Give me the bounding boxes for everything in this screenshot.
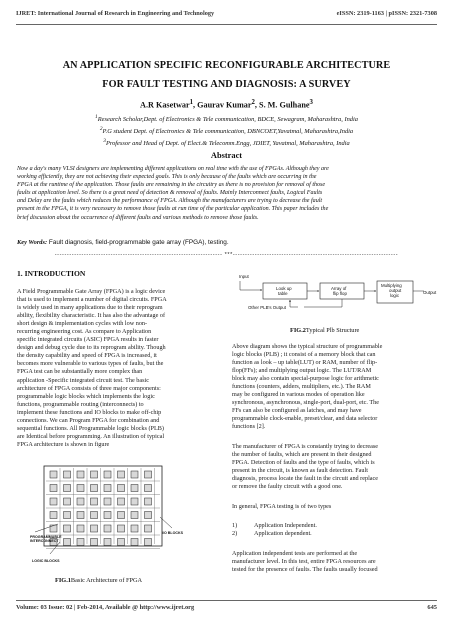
volume-info: Volume: 03 Issue: 02 | Feb-2014, Available @ http://www.ijret.org [16,604,195,611]
logic-block [64,485,71,492]
keywords [17,239,229,246]
text-line: or remove the faulty circuit with a good one. [232,483,343,491]
logic-block [77,485,84,492]
author-list: A.R Kasetwar$^1$, Gaurav Kumar$^2$, S. M. Gulhane$^3$ [140,99,313,110]
abstract-body [17,165,436,222]
logic-block [104,512,111,519]
logic-block [131,485,138,492]
journal-header [16,10,437,24]
keywords-text: Fault diagnosis, field-programmable gate array (FPGA), testing. [47,239,229,246]
logic-block [104,498,111,505]
abstract-heading: Abstract [210,151,243,160]
logic-block [77,539,84,546]
text-line: short design & implementation cycles with low non- [17,320,148,328]
text-line: becomes more vulnerable to various types of faults, but the [17,360,164,368]
footer-rule [16,600,437,601]
mux-label-2: output [389,288,402,293]
author-3-sup: 3 [309,99,313,106]
text-line: FFs can also be configured as latches, and may have [232,407,362,415]
author-2: Gaurav Kumar [197,100,252,110]
ff-label-1: Array of [331,286,347,291]
logic-block [145,539,152,546]
text-line: sequential functions. All Programmable logic blocks (PLB) [17,424,164,432]
affiliation: $^3$Professor and Head of Dept. of Elect.& Telecomm.Engg, JDIET, Yavatmal, Maharashtra, India [103,137,350,147]
logic-block [64,512,71,519]
testing-types-list [232,522,437,538]
input-label: Input [239,274,249,279]
logic-block [145,471,152,478]
logic-block [91,471,98,478]
logic-block [50,512,57,519]
journal-name: IJRET: International Journal of Research in Engineering and Technology [16,10,215,17]
logic-block [145,485,152,492]
logic-block [91,498,98,505]
affiliation: $^2$P.G student Dept. of Electronics & Tele communication, DBNCOET,Yavatmal, Maharashtra,India [99,125,354,136]
title-line-2: FOR FAULT TESTING AND DIAGNOSIS: A SURVEY [102,79,351,90]
text-line: function as look – up table(LUT) or RAM, number of flip- [232,359,378,367]
abstract-line: and Delay are the faults which reduces the performance of FPGA. Although the manufacturers are trying to decrease the fault [17,198,323,205]
author-1: A.R Kasetwar [140,100,190,110]
header-rule [16,24,437,25]
author-3: S. M. Gulhane [259,100,310,110]
page-number: 645 [427,604,437,611]
logic-block [64,471,71,478]
text-line: is widely used in many applications due to their reprogram [17,304,163,312]
figure-2-label: FIG.2 [290,327,306,334]
figure-1-label: FIG.1 [55,577,71,584]
abstract-line: brief discussion about the occurrence of different faults and various methods to remove those faults. [17,214,259,221]
logic-block [131,512,138,519]
text-line: implement these functions and IO blocks to make off-chip [17,408,162,416]
text-line: FPGA test can be substantially more complex than [17,368,143,376]
text-line: logic blocks (PLB) ; it consist of a memory block that can [232,351,376,359]
text-line: ability, flexibility characteristic. It has also the advantage of [17,312,166,320]
text-line: may be configured in various modes of operation like [232,391,365,399]
logic-block [64,525,71,532]
fpga-architecture-figure [30,462,200,570]
ff-label-2: flip flop [333,291,347,296]
other-plb-label: Other PLB's Output [248,305,286,310]
logic-block [131,471,138,478]
logic-block [77,471,84,478]
fault-paragraph [232,443,437,491]
logic-block [91,512,98,519]
plb-paragraph [232,343,437,432]
logic-block [91,485,98,492]
logic-block [118,539,125,546]
mux-label-1: Multiplying [381,283,402,288]
logic-block [131,498,138,505]
text-line: the density capability and speed of FPGA is increased, it [17,352,157,360]
abstract-line: FPGA at the runtime of the application. Those faults are remaining in the circuitry as there is no provision for removal of those [17,182,326,189]
abstract-line: faults at application level. So there is a great need of detection & removal of faults. Mainly Interconnect faults, Logical Faults [17,190,323,197]
title-line-1: AN APPLICATION SPECIFIC RECONFIGURABLE ARCHITECTURE [62,60,391,71]
text-line: Above diagram shows the typical structure of programmable [232,343,383,350]
logic-block [50,485,57,492]
text-line: flop(FFs); and multiplying output logic. The LUT/RAM [232,367,372,375]
text-line: the number of faults, which are present in their designed [232,451,372,459]
plb-structure-figure [238,273,438,318]
logic-block [145,498,152,505]
logic-block [145,525,152,532]
text-line: architecture of FPGA consists of three major components: [17,384,161,392]
text-line: are Identical before programming. An illustration of typical [17,432,165,440]
text-line: design and debug cycle due to its reprogram ability. Though [17,344,166,352]
text-line: FPGA architecture is shown in figure [17,440,110,448]
logic-block [77,512,84,519]
logic-block [118,471,125,478]
keywords-label: Key Words: [17,239,48,246]
mux-label-3: logic [390,293,400,298]
logic-block [118,525,125,532]
figure-1-caption-text: Basic Architecture of FPGA [70,577,143,584]
list-item: 1) Application Independent. [232,522,317,529]
text-line: recurring engineering cost. As compare to Application [17,328,152,336]
logic-block [131,525,138,532]
logic-block [50,471,57,478]
logic-block [50,525,57,532]
text-line: A Field Programmable Gate Array (FPGA) is a logic device [17,288,166,295]
text-line: functions (counters, adders, multipliers, etc.). The RAM [232,383,371,391]
separator-line: --------------------------------------------------------------------- ***-------------------------------------------------------------------- [54,252,399,258]
lut-label-2: table [278,291,288,296]
text-line: specific integrated circuits (ASIC) FPGA results in faster [17,336,159,344]
text-line: Application independent tests are performed at the [232,550,358,557]
text-line: present in the circuit, is known as fault detection. Fault [232,467,368,475]
logic-block [104,525,111,532]
text-line: programmable logic blocks which implements the logic [17,392,155,400]
logic-block [91,539,98,546]
text-line: application -Specific integrated circuit test. The basic [17,376,150,384]
text-line: connections. We can Program FPGA for combination and [17,416,160,424]
text-line: tested for the presence of faults. The faults usually focused [232,566,378,574]
text-line: functions [2]. [232,423,266,431]
logic-block [50,498,57,505]
logic-block [77,498,84,505]
intro-paragraph [17,288,221,449]
list-item: 2) Application dependent. [232,530,312,538]
text-line: manufacturer level. In this test, entire FPGA resources are [232,558,376,566]
testing-types-intro: In general, FPGA testing is of two types [232,503,332,510]
page-footer [16,604,437,611]
figure-2-caption [290,327,359,334]
text-line: The manufacturer of FPGA is constantly trying to decrease [232,443,379,450]
paper-title [20,56,433,94]
logic-block [104,539,111,546]
text-line: diagnosis, process locate the fault in the circuit and replace [232,475,379,483]
app-independent-paragraph [232,550,437,574]
affiliations [20,113,433,149]
logic-block [145,512,152,519]
text-line: FPGA. Detection of faults and the type of faults, which is [232,459,375,467]
author-2-sup: 2 [251,99,255,106]
logic-block [118,512,125,519]
interconnect-label: PROGRAMMABLE [30,535,62,539]
issn: eISSN: 2319-1163 | pISSN: 2321-7308 [336,10,437,17]
text-line: functions, programmable routing (interconnects) to [17,400,144,408]
logic-block [104,485,111,492]
interconnect-label-2: INTERCONNECT [30,539,59,543]
io-blocks-label: I/O BLOCKS [162,531,183,535]
logic-block [118,498,125,505]
logic-block [64,498,71,505]
lut-label-1: Look up [276,286,292,291]
text-line: block may also contain special-purpose logic for arithmetic [232,375,379,383]
logic-block [104,471,111,478]
logic-block [64,539,71,546]
logic-block [131,539,138,546]
abstract-line: Now a day's many VLSI designers are implementing different applications on real time with the use of FPGAs. Although they are [17,166,329,172]
logic-blocks-label: LOGIC BLOCKS [32,559,60,563]
text-line: that is used to implement a number of digital circuits. FPGA [17,296,167,304]
logic-block [91,525,98,532]
text-line: synchronous, asynchronous, single-port, dual-port, etc. The [232,399,379,407]
figure-1-caption [55,577,142,584]
abstract-line: working efficiently, they are not achieving their expected goals. This is only because of the faults which are occurring in the [17,174,317,181]
figure-2-caption-text: Typical Plb Structure [305,327,360,334]
output-label: Output [423,290,437,295]
logic-block [77,525,84,532]
affiliation: $^1$Research Scholar,Dept. of Electronics & Tele communication, BDCE, Sewagram, Maharashtra, India [95,114,358,124]
text-line: programmable clock-enable, preset/clear, and data selector [232,415,378,423]
abstract-line: present in the FPGA, it is very necessary to remove those faults at run time of the particular application. This paper includes the [17,206,329,213]
section-heading: 1. INTRODUCTION [17,269,86,278]
logic-block [118,485,125,492]
author-1-sup: 1 [189,99,194,106]
